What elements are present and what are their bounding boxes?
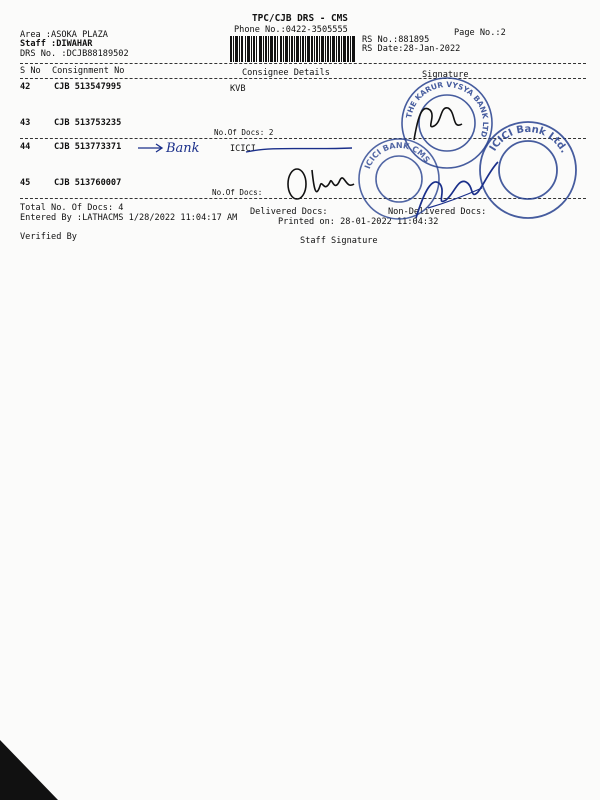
bank-handwriting <box>136 136 226 158</box>
row-consignment: CJB 513547995 <box>54 82 122 92</box>
col-consignee: Consignee Details <box>242 68 330 78</box>
printed-on: Printed on: 28-01-2022 11:04:32 <box>278 217 439 227</box>
svg-text:ICICI BANK CMS: ICICI BANK CMS <box>362 140 432 171</box>
staff-field: Staff :DIWAHAR <box>20 39 93 49</box>
signature-prasad <box>408 96 468 148</box>
document-title: TPC/CJB DRS - CMS <box>252 13 348 24</box>
row-consignment: CJB 513753235 <box>54 118 122 128</box>
svg-text:ICICI Bank Ltd.: ICICI Bank Ltd. <box>487 123 570 156</box>
signature-dayal <box>284 160 364 204</box>
area-field: Area :ASOKA PLAZA <box>20 30 108 40</box>
rs-number: RS No.:881895 <box>362 35 430 45</box>
header-rule-top <box>20 63 586 64</box>
col-sno: S No <box>20 66 41 76</box>
delivered-docs: Delivered Docs: <box>250 207 328 217</box>
row-consignee: ICICI <box>230 144 256 154</box>
barcode <box>230 36 356 62</box>
row-sno: 44 <box>20 142 31 152</box>
row-consignment: CJB 513760007 <box>54 178 122 188</box>
row-sno: 45 <box>20 178 31 188</box>
non-delivered-docs: Non-Delivered Docs: <box>388 207 487 217</box>
svg-text:THE KARUR VYSYA BANK LTD: THE KARUR VYSYA BANK LTD <box>404 79 491 139</box>
staff-signature-label: Staff Signature <box>300 236 378 246</box>
drs-number: DRS No. :DCJB88189502 <box>20 49 129 59</box>
row-consignee: KVB <box>230 84 246 94</box>
row-docs-count: No.Of Docs: <box>212 188 263 197</box>
signature-anand <box>412 152 502 228</box>
row-consignment: CJB 513773371 <box>54 142 122 152</box>
svg-text:Bank: Bank <box>166 141 200 156</box>
entered-by: Entered By :LATHACMS 1/28/2022 11:04:17 AM <box>20 213 238 223</box>
header-rule-bottom <box>20 78 586 79</box>
col-consignment: Consignment No <box>52 66 125 76</box>
verified-by: Verified By <box>20 232 77 242</box>
phone-number: Phone No.:0422-3505555 <box>234 25 348 35</box>
page-number: Page No.:2 <box>454 28 506 38</box>
row-sno: 42 <box>20 82 31 92</box>
row-docs-count: No.Of Docs: 2 <box>214 128 274 137</box>
row-sno: 43 <box>20 118 31 128</box>
rs-date: RS Date:28-Jan-2022 <box>362 44 461 54</box>
scan-corner-shadow <box>0 740 60 800</box>
total-docs: Total No. Of Docs: 4 <box>20 203 124 213</box>
col-signature: Signature <box>422 70 469 80</box>
